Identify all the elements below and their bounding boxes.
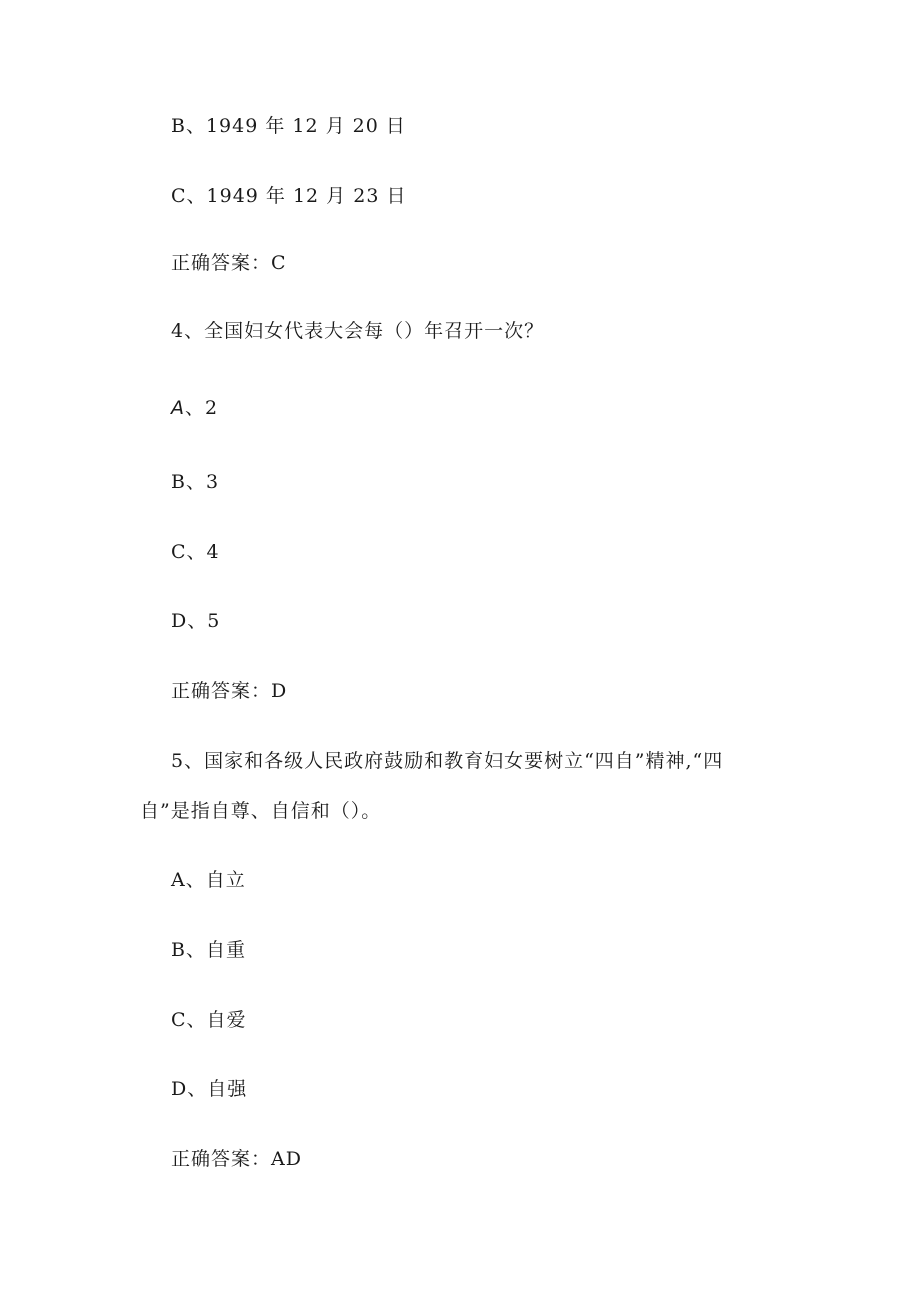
q4-option-b: B、3 xyxy=(171,471,220,493)
q5-answer: 正确答案：AD xyxy=(171,1148,302,1170)
q5-option-b: B、自重 xyxy=(171,939,246,961)
q3-option-b: B、1949 年 12 月 20 日 xyxy=(171,115,406,137)
q4-option-d: D、5 xyxy=(171,610,221,632)
q5-option-c: C、自爱 xyxy=(171,1009,247,1031)
q5-option-d: D、自强 xyxy=(171,1078,248,1100)
q5-option-a: A、自立 xyxy=(171,869,246,891)
q4-option-a xyxy=(0,395,920,421)
q4-option-c: C、4 xyxy=(171,541,220,563)
q4-option-a-letter: A xyxy=(171,397,185,419)
q4-option-a-text: 、2 xyxy=(185,397,219,419)
q4-answer: 正确答案：D xyxy=(171,680,288,702)
q4-question: 4、全国妇女代表大会每（）年召开一次？ xyxy=(171,320,545,342)
q5-question-line2: 自”是指自尊、自信和（）。 xyxy=(140,800,382,822)
q3-option-c: C、1949 年 12 月 23 日 xyxy=(171,185,407,207)
q5-question-line1: 5、国家和各级人民政府鼓励和教育妇女要树立“四自”精神,“四 xyxy=(171,750,724,772)
q3-answer: 正确答案：C xyxy=(171,252,287,274)
